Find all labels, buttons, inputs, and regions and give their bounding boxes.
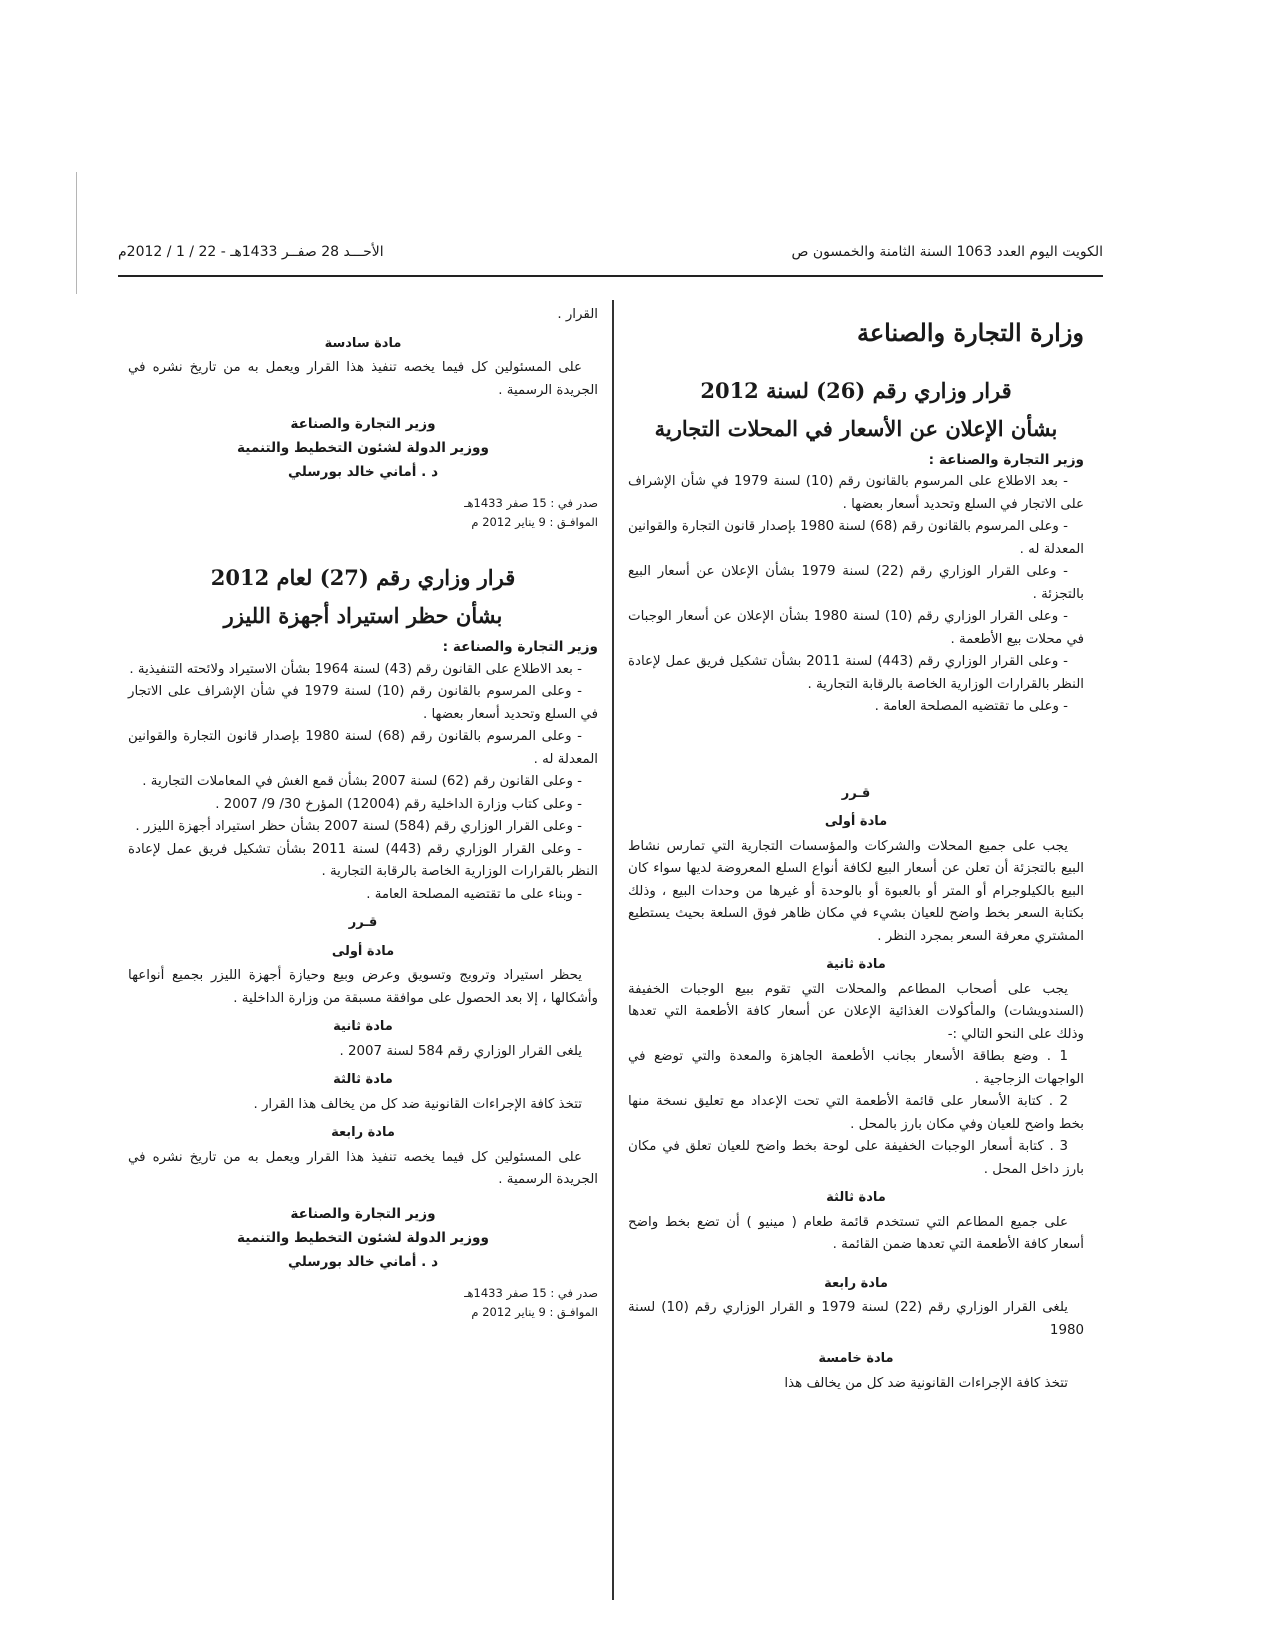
article-text: على جميع المطاعم التي تستخدم قائمة طعام ( مينيو ) أن تضع بخط واضح أسعار كافة الأطعمة التي تعدها ضمن القائمة . — [628, 1214, 1084, 1252]
signature-title: ووزير الدولة لشئون التخطيط والتنمية — [237, 1229, 489, 1246]
minister-label: وزير التجارة والصناعة : — [928, 451, 1084, 468]
article-text: على المسئولين كل فيما يخصه تنفيذ هذا القرار ويعمل به من تاريخ نشره في الجريدة الرسمية . — [128, 360, 598, 398]
article-list-item: 3 . كتابة أسعار الوجبات الخفيفة على لوحة بخط واضح للعيان تعلق في مكان بارز داخل المحل . — [628, 1139, 1084, 1177]
decided-heading: قـرر — [348, 915, 378, 930]
signature-title: وزير التجارة والصناعة — [290, 1205, 436, 1222]
article-text: تتخذ كافة الإجراءات القانونية ضد كل من يخالف هذا القرار . — [253, 1096, 582, 1112]
article-heading: مادة ثانية — [333, 1019, 393, 1034]
preamble-item: - وعلى المرسوم بالقانون رقم (10) لسنة 1979 في شأن الإشراف على الاتجار في السلع وتحديد أسعار بعضها . — [128, 684, 598, 722]
decision-27-title: قرار وزاري رقم (27) لعام 2012 — [210, 565, 516, 590]
corresponding-date: الموافـق : 9 يناير 2012 م — [471, 515, 598, 529]
signature-title: ووزير الدولة لشئون التخطيط والتنمية — [237, 440, 489, 456]
minister-label: وزير التجارة والصناعة : — [442, 639, 598, 655]
preamble-item: - وعلى المرسوم بالقانون رقم (68) لسنة 1980 بإصدار قانون التجارة والقوانين المعدلة له . — [628, 519, 1084, 557]
preamble-item: - وبناء على ما تقتضيه المصلحة العامة . — [366, 886, 582, 902]
header-date: الأحـــد 28 صفــر 1433هـ - 22 / 1 / 2012م — [118, 244, 384, 260]
corresponding-date: الموافـق : 9 يناير 2012 م — [471, 1304, 598, 1319]
signature-name: د . أماني خالد بورسلي — [287, 464, 439, 480]
issue-date: صدر في : 15 صفر 1433هـ — [464, 1285, 598, 1300]
decision-26-subject: بشأن الإعلان عن الأسعار في المحلات التجارية — [654, 415, 1058, 441]
article-list-item: 1 . وضع بطاقة الأسعار بجانب الأطعمة الجاهزة والمعدة والتي توضع في الواجهات الزجاجية . — [628, 1049, 1084, 1087]
preamble-item: - بعد الاطلاع على القانون رقم (43) لسنة 1964 بشأن الاستيراد ولائحته التنفيذية . — [129, 661, 582, 677]
article-heading: مادة ثالثة — [333, 1072, 393, 1087]
column-divider — [612, 300, 614, 1600]
preamble-item: - وعلى ما تقتضيه المصلحة العامة . — [874, 699, 1068, 714]
signature-title: وزير التجارة والصناعة — [290, 416, 436, 432]
article-heading: مادة أولى — [331, 943, 395, 959]
left-column — [128, 304, 598, 1322]
article-list-item: 2 . كتابة الأسعار على قائمة الأطعمة التي تحت الإعداد مع تعليق نسخة منها بخط واضح للعيان وفي مكان بارز بالمحل . — [628, 1094, 1084, 1132]
article-heading: مادة أولى — [824, 814, 888, 829]
article-text: يجب على أصحاب المطاعم والمحلات التي تقوم ببيع الوجبات الخفيفة (السندويشات) والمأكولات الغذائية الإعلان عن أسعار كافة الأطعمة التي تعدها وذلك على النحو التالي :- — [628, 981, 1084, 1042]
preamble-item: - وعلى المرسوم بالقانون رقم (68) لسنة 1980 بإصدار قانون التجارة والقوانين المعدلة له . — [128, 729, 598, 767]
preamble-item: - وعلى القانون رقم (62) لسنة 2007 بشأن قمع الغش في المعاملات التجارية . — [142, 774, 582, 789]
article-text: يحظر استيراد وترويج وتسويق وعرض وبيع وحيازة أجهزة الليزر بجميع أنواعها وأشكالها ، إلا بعد الحصول على موافقة مسبقة من وزارة الداخلية . — [128, 968, 598, 1006]
article-heading: مادة سادسة — [324, 335, 402, 351]
preamble-item: - وعلى القرار الوزاري رقم (443) لسنة 2011 بشأن تشكيل فريق عمل لإعادة النظر بالقرارات الوزارية الخاصة بالرقابة التجارية . — [628, 654, 1084, 692]
article-heading: مادة رابعة — [824, 1275, 888, 1291]
header-publication: الكويت اليوم العدد 1063 السنة الثامنة والخمسون ص — [791, 244, 1103, 260]
article-text: تتخذ كافة الإجراءات القانونية ضد كل من يخالف هذا — [784, 1375, 1068, 1391]
page-header — [118, 244, 1103, 272]
article-text: يلغى القرار الوزاري رقم 584 لسنة 2007 . — [339, 1043, 582, 1059]
issue-date: صدر في : 15 صفر 1433هـ — [464, 496, 598, 510]
decision-27-subject: بشأن حظر استيراد أجهزة الليزر — [223, 603, 503, 628]
decision-26-title: قرار وزاري رقم (26) لسنة 2012 — [700, 377, 1012, 403]
article-heading: مادة رابعة — [331, 1125, 395, 1140]
preamble-item: - وعلى القرار الوزاري رقم (10) لسنة 1980 بشأن الإعلان عن أسعار الوجبات في محلات بيع الأطعمة . — [628, 609, 1084, 647]
preamble-item: - بعد الاطلاع على المرسوم بالقانون رقم (10) لسنة 1979 في شأن الإشراف على الاتجار في السلع وتحديد أسعار بعضها . — [628, 474, 1084, 512]
article-text: يجب على جميع المحلات والشركات والمؤسسات التجارية التي تمارس نشاط البيع بالتجزئة أن تعلن عن أسعار البيع لكافة أنواع السلع المعروضة لديها سواء كان البيع بالكيلوجرام أو المتر أو بالعبوة أو بالوحدة أو غيرها من وحدات البيع ، وذلك بكتابة السعر بخط واضح للعيان بشيء في مكان ظاهر فوق السلعة بحيث يستطيع المشتري معرفة السعر بمجرد النظر . — [628, 838, 1084, 944]
article-text: يلغى القرار الوزاري رقم (22) لسنة 1979 و القرار الوزاري رقم (10) لسنة 1980 — [628, 1300, 1084, 1338]
continuation-text: القرار . — [557, 307, 598, 322]
preamble-item: - وعلى القرار الوزاري رقم (584) لسنة 2007 بشأن حظر استيراد أجهزة الليزر . — [135, 819, 582, 834]
article-heading: مادة خامسة — [818, 1351, 894, 1366]
preamble-item: - وعلى كتاب وزارة الداخلية رقم (12004) المؤرخ 30/ 9/ 2007 . — [215, 796, 582, 812]
ministry-heading: وزارة التجارة والصناعة — [856, 318, 1084, 347]
preamble-item: - وعلى القرار الوزاري رقم (22) لسنة 1979 بشأن الإعلان عن أسعار البيع بالتجزئة . — [628, 564, 1084, 602]
right-column — [628, 304, 1084, 1395]
margin-line — [76, 172, 77, 294]
article-text: على المسئولين كل فيما يخصه تنفيذ هذا القرار ويعمل به من تاريخ نشره في الجريدة الرسمية . — [128, 1149, 598, 1187]
signature-name: د . أماني خالد بورسلي — [287, 1253, 439, 1270]
article-heading: مادة ثالثة — [826, 1190, 886, 1205]
header-rule — [118, 275, 1103, 277]
preamble-item: - وعلى القرار الوزاري رقم (443) لسنة 2011 بشأن تشكيل فريق عمل لإعادة النظر بالقرارات الوزارية الخاصة بالرقابة التجارية . — [128, 841, 598, 879]
decided-heading: قـرر — [841, 785, 871, 801]
article-heading: مادة ثانية — [826, 957, 886, 972]
